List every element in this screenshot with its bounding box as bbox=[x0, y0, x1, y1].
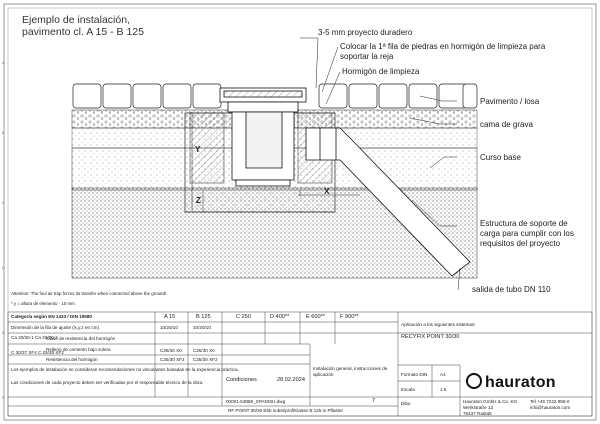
row-value-2-1: C25/30 X0 bbox=[193, 348, 215, 353]
paving-stone bbox=[409, 84, 437, 108]
general-note: Instalación general, instrucciones de aplicación bbox=[313, 366, 388, 377]
company-email: info@hauraton.com bbox=[530, 405, 571, 410]
format-label: Formato DIN bbox=[401, 372, 428, 377]
row-value-0-0: 10/20/10 bbox=[160, 325, 178, 330]
row-label-0: Dimensión de la fila de ajuste (X,y,z en cm) bbox=[11, 325, 99, 330]
row-label-1: Clase de resistencia del hormigón bbox=[46, 336, 116, 341]
company-phone: Tel +49 7222 958-0 bbox=[530, 399, 570, 404]
company-address-3: 76437 Rastatt bbox=[463, 411, 492, 416]
company-name: hauraton bbox=[485, 374, 556, 391]
disclaimer-2: Las condiciones de cada proyecto deben ser verificadas por el responsable técnico de la obra. bbox=[11, 380, 204, 385]
application-label: Aplicación a los siguientes sistemas: bbox=[401, 322, 476, 327]
side-label-1: C 30/37 XF4 C 25/30 XF2 bbox=[11, 350, 64, 355]
dimension-y: Y bbox=[195, 145, 201, 154]
label-support-2: carga para cumplir con los bbox=[480, 229, 574, 238]
row-value-3-1: C25/30 XF2 bbox=[193, 357, 218, 362]
paving-stone bbox=[349, 84, 377, 108]
paving-stone bbox=[133, 84, 161, 108]
class-f900: F 900** bbox=[340, 314, 359, 320]
label-first-row-2: soportar la reja bbox=[340, 52, 394, 61]
class-d400: D 400** bbox=[270, 314, 290, 320]
row-label-2: Relleno de cemento bajo solera bbox=[46, 347, 111, 352]
paving-stone bbox=[163, 84, 191, 108]
company-logo bbox=[466, 373, 556, 392]
class-header: Categoría según EN 1433 / DIN 19580 bbox=[11, 314, 92, 319]
dimension-z: Z bbox=[196, 196, 201, 205]
paving-stone bbox=[103, 84, 131, 108]
dimension-x: X bbox=[324, 187, 330, 196]
drawing-description: RF POINT 30/30 Ebb subst/prof/Klasse B 125 in Pflaster bbox=[228, 408, 344, 413]
footnote: * y = altura de elemento - 10 mm bbox=[11, 301, 75, 306]
label-lean-concrete: Hormigón de limpieza bbox=[342, 67, 420, 76]
label-first-row-1: Colocar la 1ª fila de piedras en hormigón de limpieza para bbox=[340, 42, 546, 51]
conditions-label: Condiciones bbox=[226, 377, 257, 383]
label-mm-projection: 3-5 mm proyecto duradero bbox=[318, 28, 413, 37]
class-c250: C 250 bbox=[236, 314, 251, 320]
format-value: A4 bbox=[440, 372, 446, 377]
class-b125: B 125 bbox=[196, 314, 211, 320]
company-address-2: Werkstraße 13 bbox=[463, 405, 494, 410]
paving-stone bbox=[463, 84, 477, 108]
label-pavement: Pavimento / losa bbox=[480, 97, 540, 106]
drawing-title bbox=[22, 14, 144, 38]
drawing-date: 28.02.2024 bbox=[277, 377, 305, 383]
sheet-label: Dibu bbox=[401, 401, 411, 406]
drawing-title-line-2: pavimento cl. A 15 - B 125 bbox=[22, 26, 144, 38]
edge-letter-c: C bbox=[2, 200, 5, 205]
label-support-1: Estructura de soporte de bbox=[480, 219, 568, 228]
row-value-3-0: C25/30 XF2 bbox=[160, 357, 185, 362]
row-label-3: Resistencia del hormigón bbox=[46, 357, 98, 362]
system-name: RECYFIX POINT 30/30 bbox=[401, 334, 460, 340]
sheet-number: 7 bbox=[372, 398, 376, 404]
edge-letter-a: A bbox=[2, 60, 5, 65]
edge-letter-e: E bbox=[2, 330, 5, 335]
logo-mark-icon bbox=[466, 373, 482, 389]
label-base-course: Curso base bbox=[480, 153, 521, 162]
side-label-0: Ca 20/30-1 Ca 20/30-2 bbox=[11, 335, 58, 340]
drawing-title-line-1: Ejemplo de instalación, bbox=[22, 14, 130, 26]
file-name: 00001-53889_SPANISH.dwg bbox=[226, 399, 286, 404]
paving-stone bbox=[379, 84, 407, 108]
company-address-1: Hauraton GmbH & Co. KG bbox=[463, 399, 518, 404]
disclaimer-1: Los ejemplos de instalación se consideran recomendaciones no vinculantes basadas en la experiencia práctica. bbox=[11, 367, 239, 372]
row-value-0-1: 10/20/10 bbox=[193, 325, 211, 330]
label-pipe-outlet: salida de tubo DN 110 bbox=[472, 285, 551, 294]
label-support-3: requisitos del proyecto bbox=[480, 239, 561, 248]
point-drain-body bbox=[220, 88, 306, 186]
paving-stone bbox=[193, 84, 221, 108]
scale-label: Escala bbox=[401, 387, 415, 392]
attention-note: Attention: The foul air trap forces its transfer when connected above the ground! bbox=[11, 291, 167, 296]
label-gravel: cama de grava bbox=[480, 120, 533, 129]
scale-value: 1:5 bbox=[440, 387, 447, 392]
edge-letter-b: B bbox=[2, 130, 5, 135]
row-value-2-0: C25/30 X0 bbox=[160, 348, 182, 353]
edge-letter-f: F bbox=[2, 395, 5, 400]
class-e600: E 600** bbox=[306, 314, 325, 320]
paving-stone bbox=[73, 84, 101, 108]
edge-letter-d: D bbox=[2, 265, 5, 270]
class-a15: A 15 bbox=[164, 314, 176, 320]
